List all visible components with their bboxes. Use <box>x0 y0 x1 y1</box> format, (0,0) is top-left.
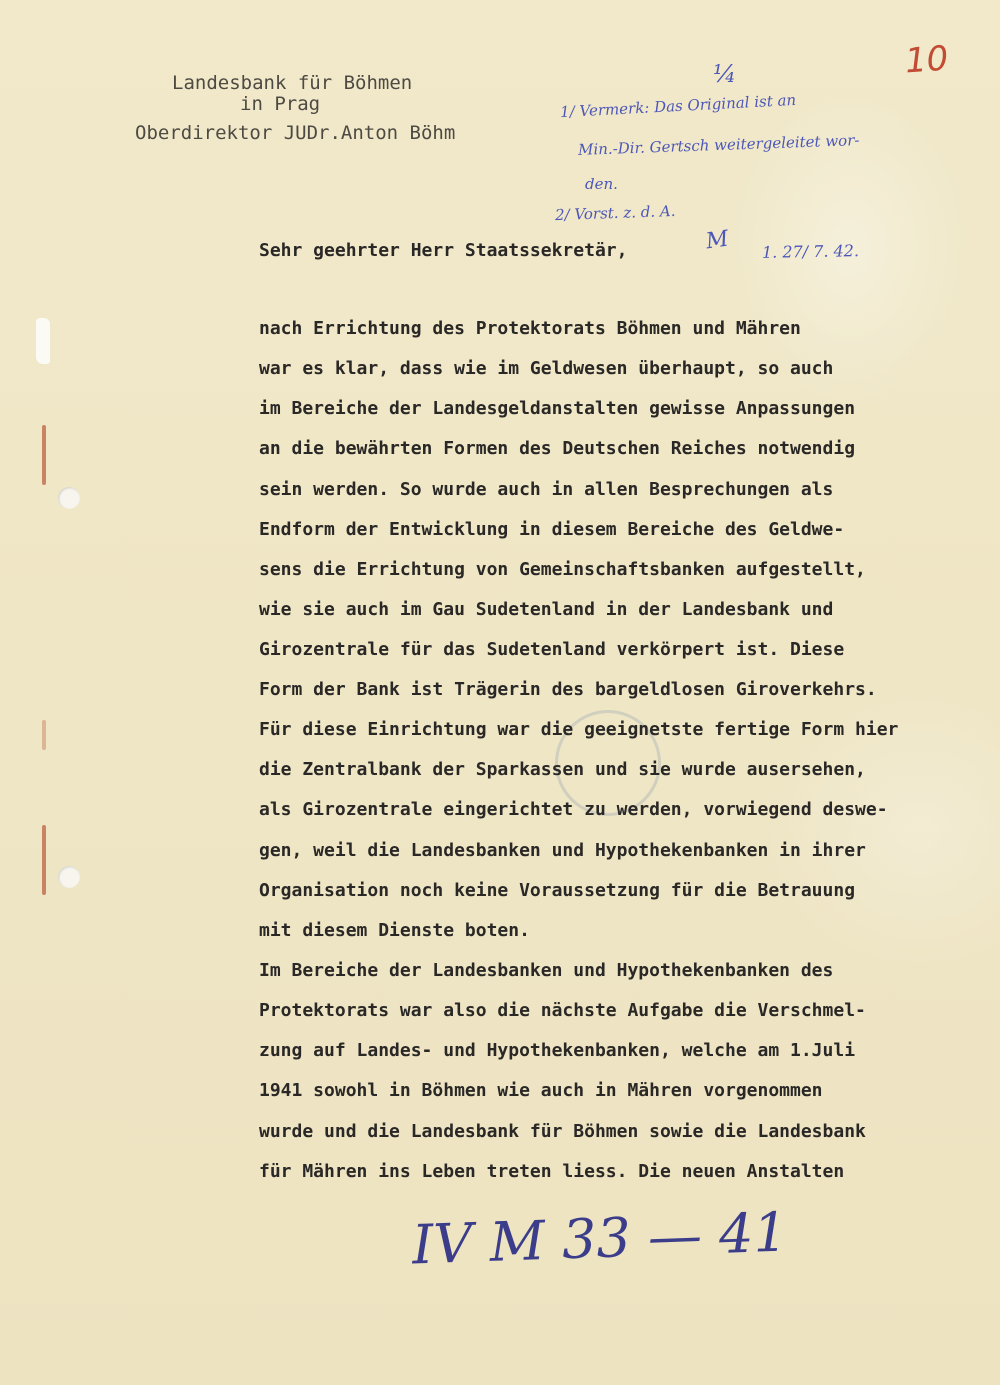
punch-hole <box>58 487 80 509</box>
body-line: an die bewährten Formen des Deutschen Reiches notwendig <box>259 438 856 459</box>
body-line: sens die Errichtung von Gemeinschaftsbanken aufgestellt, <box>259 559 866 580</box>
body-line: mit diesem Dienste boten. <box>259 920 530 941</box>
body-line: nach Errichtung des Protektorats Böhmen und Mähren <box>259 318 801 339</box>
body-line: die Zentralbank der Sparkassen und sie wurde ausersehen, <box>259 759 866 780</box>
handwritten-date: 1. 27/ 7. 42. <box>761 241 860 262</box>
body-line: als Girozentrale eingerichtet zu werden, vorwiegend deswe- <box>259 799 888 820</box>
page-number: 10 <box>903 38 950 82</box>
body-line: sein werden. So wurde auch in allen Besprechungen als <box>259 479 834 500</box>
body-line: wurde und die Landesbank für Böhmen sowie die Landesbank <box>259 1121 866 1142</box>
body-line: Protektorats war also die nächste Aufgabe die Verschmel- <box>259 1000 866 1021</box>
body-line: Für diese Einrichtung war die geeignetste fertige Form hier <box>259 719 899 740</box>
body-line: Girozentrale für das Sudetenland verkörpert ist. Diese <box>259 639 845 660</box>
letterhead-sender: Oberdirektor JUDr.Anton Böhm <box>135 122 456 144</box>
handwritten-initial: M <box>704 226 731 255</box>
body-line: gen, weil die Landesbanken und Hypothekenbanken in ihrer <box>259 840 866 861</box>
body-line: im Bereiche der Landesgeldanstalten gewisse Anpassungen <box>259 398 856 419</box>
rust-stain <box>42 425 46 485</box>
body-line: war es klar, dass wie im Geldwesen überhaupt, so auch <box>259 358 834 379</box>
body-line: Form der Bank ist Trägerin des bargeldlosen Giroverkehrs. <box>259 679 877 700</box>
body-line: Endform der Entwicklung in diesem Bereiche des Geldwe- <box>259 519 845 540</box>
body-line: wie sie auch im Gau Sudetenland in der Landesbank und <box>259 599 834 620</box>
punch-hole <box>58 866 80 888</box>
body-line: für Mähren ins Leben treten liess. Die neuen Anstalten <box>259 1161 845 1182</box>
file-reference-number: IV M 33 — 41 <box>411 1200 789 1277</box>
body-line: Im Bereiche der Landesbanken und Hypothekenbanken des <box>259 960 834 981</box>
rust-stain <box>42 825 46 895</box>
body-line: 1941 sowohl in Böhmen wie auch in Mähren vorgenommen <box>259 1080 823 1101</box>
handwritten-note-line: 2/ Vorst. z. d. A. <box>554 201 676 225</box>
handwritten-note-line: den. <box>585 175 618 193</box>
letterhead-bank-name: Landesbank für Böhmen <box>172 72 413 94</box>
rust-stain <box>42 720 46 750</box>
handwritten-note-line: Min.-Dir. Gertsch weitergeleitet wor- <box>577 131 860 159</box>
letterhead-city: in Prag <box>240 93 321 115</box>
body-line: zung auf Landes- und Hypothekenbanken, welche am 1.Juli <box>259 1040 856 1061</box>
handwritten-note-line: 1/ Vermerk: Das Original ist an <box>559 90 797 122</box>
paper-damage <box>36 318 50 364</box>
body-line: Organisation noch keine Voraussetzung für die Betrauung <box>259 880 856 901</box>
handwritten-mark: ¼ <box>713 60 737 88</box>
salutation: Sehr geehrter Herr Staatssekretär, <box>259 240 628 261</box>
